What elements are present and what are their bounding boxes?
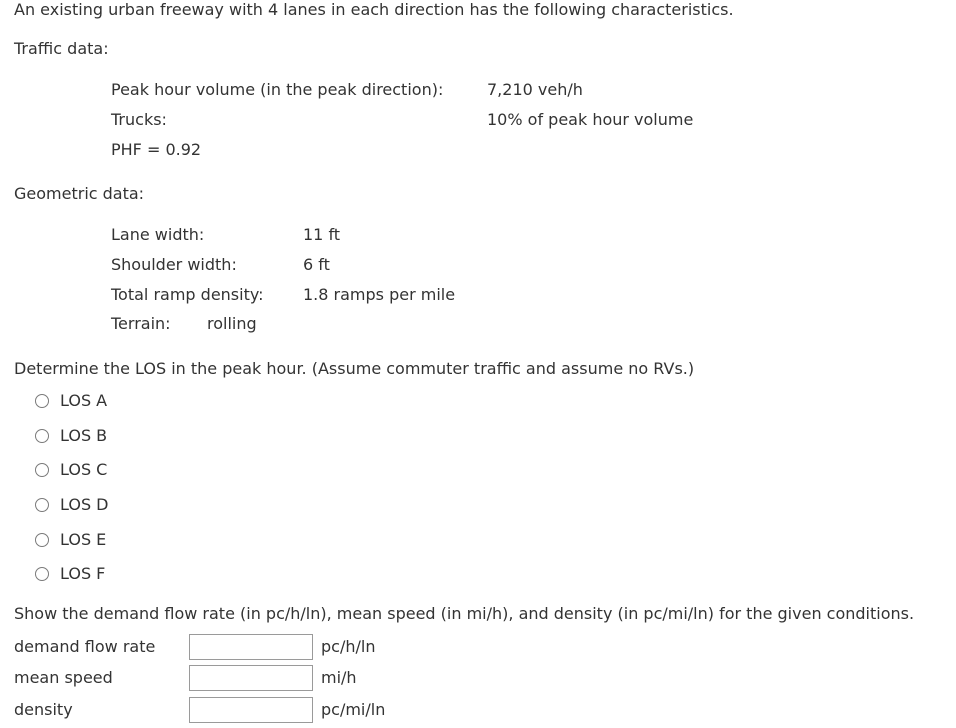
option-label-los-a[interactable]: LOS A [60,391,108,410]
trucks-label: Trucks: [111,110,167,129]
shoulder-width-label: Shoulder width: [111,255,237,274]
option-label-los-c[interactable]: LOS C [60,460,108,479]
radio-los-b[interactable] [35,429,49,443]
density-unit: pc/mi/ln [321,700,386,719]
lane-width-value: 11 ft [303,225,341,244]
radio-los-a[interactable] [35,394,49,408]
peak-hour-volume-label: Peak hour volume (in the peak direction): [111,80,444,99]
lane-width-label: Lane width: [111,225,205,244]
ramp-density-label: Total ramp density: [111,285,264,304]
option-label-los-d[interactable]: LOS D [60,495,109,514]
demand-flow-rate-unit: pc/h/ln [321,637,376,656]
radio-los-c[interactable] [35,463,49,477]
peak-hour-volume-value: 7,210 veh/h [487,80,583,99]
option-label-los-f[interactable]: LOS F [60,564,106,583]
demand-flow-rate-input[interactable] [189,634,313,660]
radio-los-e[interactable] [35,533,49,547]
terrain-value: rolling [207,314,257,333]
flow-speed-density-instruction: Show the demand flow rate (in pc/h/ln), mean speed (in mi/h), and density (in pc/mi/ln) for the given conditions. [14,604,915,623]
phf-label: PHF = 0.92 [111,140,202,159]
problem-intro: An existing urban freeway with 4 lanes in each direction has the following characteristics. [14,0,734,19]
density-input[interactable] [189,697,313,723]
trucks-value: 10% of peak hour volume [487,110,694,129]
option-label-los-b[interactable]: LOS B [60,426,108,445]
radio-los-d[interactable] [35,498,49,512]
shoulder-width-value: 6 ft [303,255,330,274]
terrain-label: Terrain: [111,314,171,333]
radio-los-f[interactable] [35,567,49,581]
geometric-data-heading: Geometric data: [14,184,145,203]
option-label-los-e[interactable]: LOS E [60,530,107,549]
mean-speed-label: mean speed [14,668,113,687]
traffic-data-heading: Traffic data: [14,39,109,58]
mean-speed-input[interactable] [189,665,313,691]
ramp-density-value: 1.8 ramps per mile [303,285,456,304]
los-question: Determine the LOS in the peak hour. (Assume commuter traffic and assume no RVs.) [14,359,695,378]
mean-speed-unit: mi/h [321,668,357,687]
demand-flow-rate-label: demand flow rate [14,637,156,656]
density-label: density [14,700,73,719]
